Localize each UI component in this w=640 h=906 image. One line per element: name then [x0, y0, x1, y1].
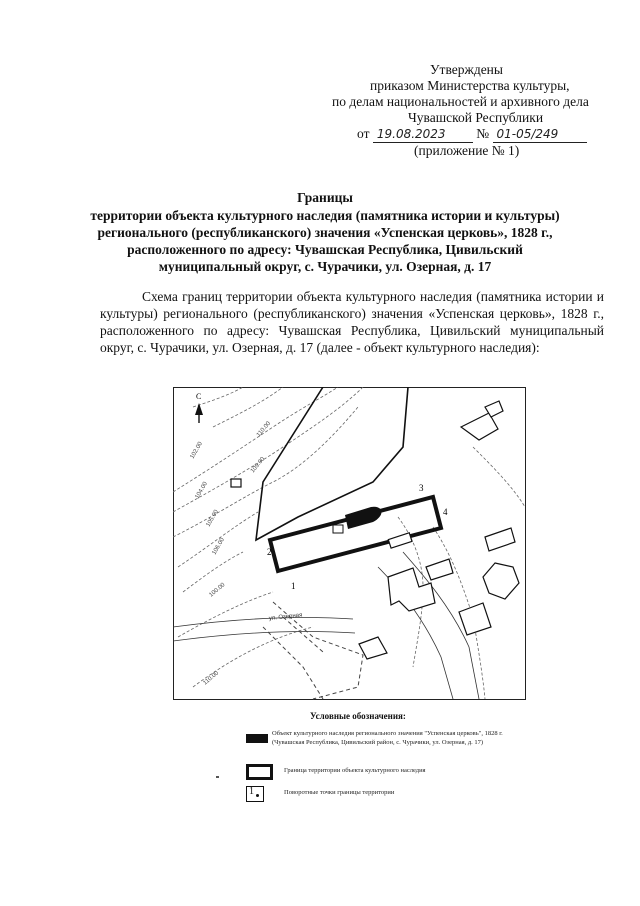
legend-object-symbol	[246, 734, 268, 743]
approval-line-republic: Чувашской Республики	[408, 110, 544, 125]
north-label: С	[196, 392, 202, 401]
contour-label: 102.00	[189, 441, 204, 460]
contour-label: 104.00	[194, 481, 209, 500]
contour-label: 100.00	[208, 582, 227, 599]
legend-point-number: 1	[249, 786, 254, 797]
approval-line-order: приказом Министерства культуры,	[370, 78, 570, 93]
scheme-description-text: Схема границ территории объекта культурного наследия (памятника истории и культуры) регионального (республиканского) значения «Успенская церковь», 1828 г., расположенного по адресу: Чувашская Республика, Цивильский муниципальный округ, с. Чурачики, ул. Озерная, д. 17 (далее - объект культурного наследия):	[100, 289, 604, 355]
legend-points-text: Поворотные точки границы территории	[284, 789, 395, 796]
scheme-description	[100, 288, 604, 356]
point-label-2: 2	[267, 547, 272, 557]
approval-block	[330, 62, 600, 159]
legend-boundary-text: Граница территории объекта культурного наследия	[284, 767, 426, 774]
date-prefix: от	[357, 126, 370, 141]
legend-object-line-1: Объект культурного наследия регионального значения "Успенская церковь", 1828 г.	[272, 730, 503, 737]
title-line-3: расположенного по адресу: Чувашская Республика, Цивильский	[127, 242, 523, 257]
contour-label: 110.00	[202, 670, 221, 687]
title-line-1: территории объекта культурного наследия (памятника истории и культуры)	[90, 208, 560, 223]
title-heading: Границы	[297, 190, 353, 205]
approval-line-approved: Утверждены	[430, 62, 503, 77]
street-label: ул. Озерная	[268, 612, 303, 622]
scan-speck	[216, 776, 219, 778]
title-line-2: регионального (республиканского) значения «Успенская церковь», 1828 г.,	[97, 225, 553, 240]
date-value: 19.08.2023	[373, 126, 473, 143]
contour-label: 106.00	[211, 537, 226, 556]
number-value: 01-05/249	[493, 126, 587, 143]
contour-label: 109.00	[249, 456, 267, 475]
number-prefix: №	[476, 126, 490, 141]
legend-boundary-symbol	[246, 764, 273, 780]
attachment-label: (приложение № 1)	[414, 143, 520, 158]
contour-label: 110.00	[255, 420, 273, 439]
legend-title: Условные обозначения:	[310, 711, 406, 721]
legend-object-line-2: (Чувашская Республика, Цивильский район, с. Чурачики, ул. Озерная, д. 17)	[272, 739, 484, 746]
point-label-1: 1	[291, 581, 296, 591]
point-label-3: 3	[419, 483, 424, 493]
title-line-4: муниципальный округ, с. Чурачики, ул. Озерная, д. 17	[158, 259, 492, 274]
approval-date-number	[330, 126, 600, 143]
contour-label: 105.00	[205, 509, 220, 528]
approval-line-ministry: по делам национальностей и архивного дела	[332, 94, 589, 109]
boundary-map	[173, 387, 526, 700]
legend-point-symbol	[246, 786, 264, 802]
document-title	[90, 189, 560, 275]
point-label-4: 4	[443, 507, 448, 517]
